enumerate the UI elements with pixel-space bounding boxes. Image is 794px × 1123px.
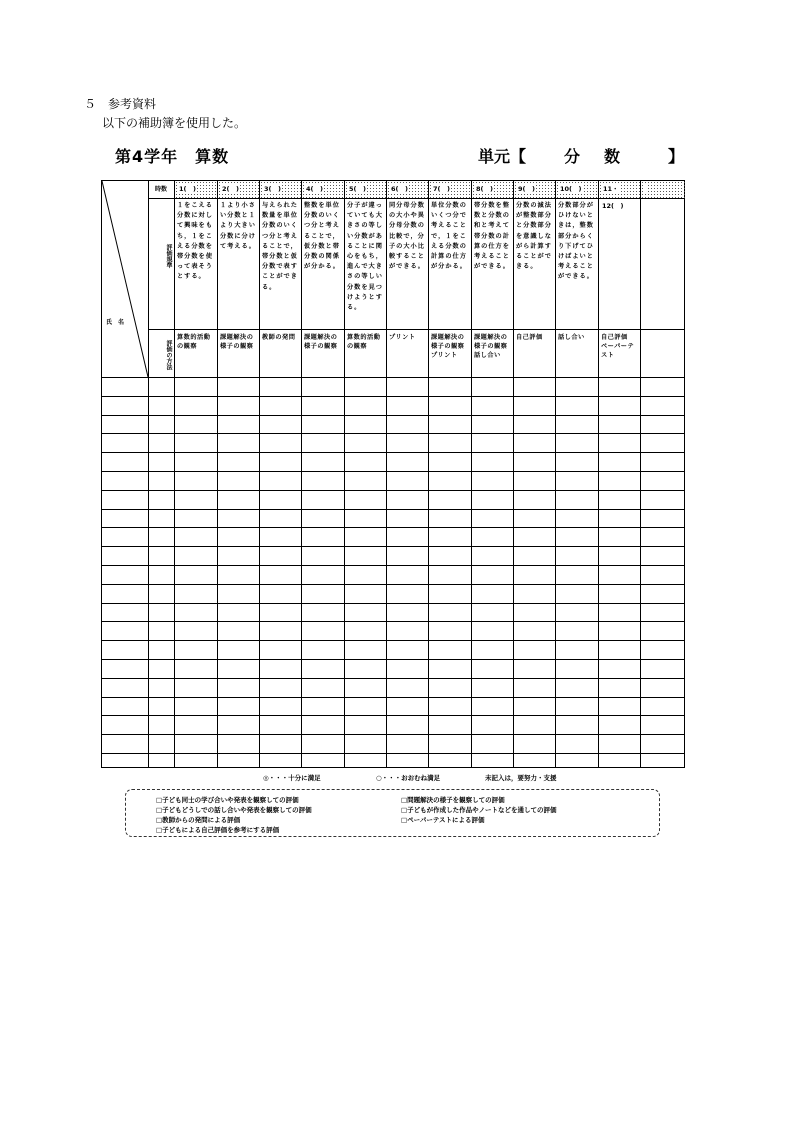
hour-number: 3( ) — [264, 185, 281, 193]
hour-number — [644, 185, 646, 193]
hour-number: 10( ) — [560, 185, 582, 193]
hour-number-cell — [302, 181, 344, 198]
criteria-text: 単位分数のいくつ分で考えることで，１をこえる分数の計算の仕方が分かる。 — [431, 202, 467, 271]
name-column-label: 氏 名 — [106, 319, 125, 326]
hour-number: 8( ) — [476, 185, 493, 193]
row-divider — [148, 329, 684, 330]
hour-number-cell — [514, 181, 555, 198]
hour-number: 5( ) — [349, 185, 366, 193]
hour-number-cell — [218, 181, 259, 198]
method-text: 課題解決の様子の観察 話し合い — [474, 334, 508, 359]
row-divider — [102, 546, 684, 547]
unit-title — [478, 144, 684, 166]
criteria-text — [640, 201, 686, 326]
legend-excellent: ◎・・・十分に満足 — [263, 774, 321, 782]
row-divider — [102, 377, 684, 378]
method-text: 自己評価 ペーパーテスト — [601, 334, 635, 359]
legend-note: 未記入は，要努力・支援 — [485, 774, 557, 782]
section-subheading: 以下の補助簿を使用した。 — [102, 116, 247, 130]
criteria-text: 帯分数を整数と分数の和と考えて帯分数の計算の仕方を考えることができる。 — [474, 202, 510, 271]
hour-number: 6( ) — [391, 185, 408, 193]
method-text: 自己評価 — [516, 334, 543, 341]
note-item: □子どもによる自己評価を参考にする評価 — [156, 826, 280, 834]
criteria-text: 分数の減法が整数部分と分数部分を意識しながら計算することができる。 — [516, 202, 552, 271]
criteria-text: 整数を単位分数のいくつ分と考えることで，仮分数と帯分数の関係が分かる。 — [304, 202, 340, 271]
criteria-label: 評価規準 — [165, 244, 172, 268]
row-divider — [102, 715, 684, 716]
hour-number-cell — [175, 181, 217, 198]
row-divider — [102, 734, 684, 735]
note-item: □ペーパーテストによる評価 — [401, 816, 485, 824]
row-divider — [102, 640, 684, 641]
hour-number-cell — [345, 181, 386, 198]
hour-number: 7( ) — [433, 185, 450, 193]
legend-satisfactory: ○・・・おおむね満足 — [376, 774, 441, 782]
method-text: 教師の発問 — [262, 334, 296, 341]
method-text: 算数的活動の観察 — [347, 334, 381, 350]
method-text: プリント — [389, 334, 416, 341]
grade-subject-title: 第4学年 算数 — [115, 147, 230, 166]
row-divider — [102, 697, 684, 698]
criteria-text: 同分母分数の大小や異分母分数の比較で，分子の大小比較することができる。 — [389, 202, 425, 271]
row-divider — [102, 678, 684, 679]
criteria-text: 与えられた数量を単位分数のいくつ分と考えることで，帯分数と仮分数で表すことができる。 — [262, 202, 298, 291]
row-divider — [102, 584, 684, 585]
method-text: 算数的活動の観察 — [177, 334, 211, 350]
criteria-text — [598, 201, 640, 326]
hour-number-cell — [641, 181, 686, 198]
unit-close-bracket: 】 — [668, 147, 685, 166]
hour-number-cell — [429, 181, 471, 198]
unit-open-bracket: 単元【 — [478, 147, 527, 166]
row-divider — [102, 659, 684, 660]
method-text: 課題解決の様子の観察 — [220, 334, 254, 350]
row-divider — [102, 490, 684, 491]
criteria-text: １をこえる分数に対して興味をもち，１をこえる分数を帯分数を使って表そうとする。 — [177, 202, 213, 281]
hour-number-cell — [260, 181, 301, 198]
evaluation-sheet — [101, 180, 685, 768]
row-divider — [102, 509, 684, 510]
row-divider — [102, 621, 684, 622]
row-divider — [102, 433, 684, 434]
hour-number: 1( ) — [179, 185, 196, 193]
row-divider — [102, 471, 684, 472]
unit-name-part-1: 分 — [564, 147, 581, 166]
row-divider — [102, 452, 684, 453]
row-divider — [102, 753, 684, 754]
note-item: □子ども同士の学び合いや発表を観察しての評価 — [156, 796, 299, 804]
note-item: □子どもどうしでの話し合いや発表を観察しての評価 — [156, 806, 312, 814]
criteria-text: 分子が違っていても大きさの等しい分数があることに関心をもち，進んで大きさの等しい分数を見つけようとする。 — [347, 202, 383, 312]
name-header-diagonal — [102, 181, 148, 377]
hour-number: 4( ) — [306, 185, 323, 193]
hour-number-cell — [472, 181, 513, 198]
hour-number: 9( ) — [518, 185, 535, 193]
row-divider — [102, 415, 684, 416]
method-label: 評価の方法 — [165, 340, 172, 370]
method-text: 話し合い — [558, 334, 585, 341]
note-item: □問題解決の様子を観察しての評価 — [401, 796, 505, 804]
hour-number-cell — [556, 181, 598, 198]
method-text: 課題解決の様子の観察 — [304, 334, 338, 350]
hour-number-cell — [387, 181, 428, 198]
column-divider — [148, 181, 149, 767]
unit-name-part-2: 数 — [604, 147, 621, 166]
note-item: □子どもが作成した作品やノートなどを通しての評価 — [401, 806, 557, 814]
row-divider — [102, 396, 684, 397]
row-divider — [102, 527, 684, 528]
method-text — [640, 333, 686, 377]
row-divider — [102, 603, 684, 604]
method-text: 課題解決の様子の観察 プリント — [431, 334, 465, 359]
criteria-text: １より小さい分数と１より大きい分数に分けて考える。 — [220, 202, 256, 250]
hour-number-cell — [599, 181, 640, 210]
criteria-text: 分数部分がひけないときは，整数部分からくり下げてひけばよいと考えることができる。 — [558, 202, 594, 281]
hours-label: 時数 — [154, 186, 167, 193]
hour-number: 11・12( ) — [602, 185, 624, 210]
evaluation-methods-box — [125, 789, 660, 837]
note-item: □教師からの発問による評価 — [156, 816, 241, 824]
row-divider — [102, 565, 684, 566]
section-heading: ５ 参考資料 — [84, 97, 157, 111]
hour-number: 2( ) — [222, 185, 239, 193]
